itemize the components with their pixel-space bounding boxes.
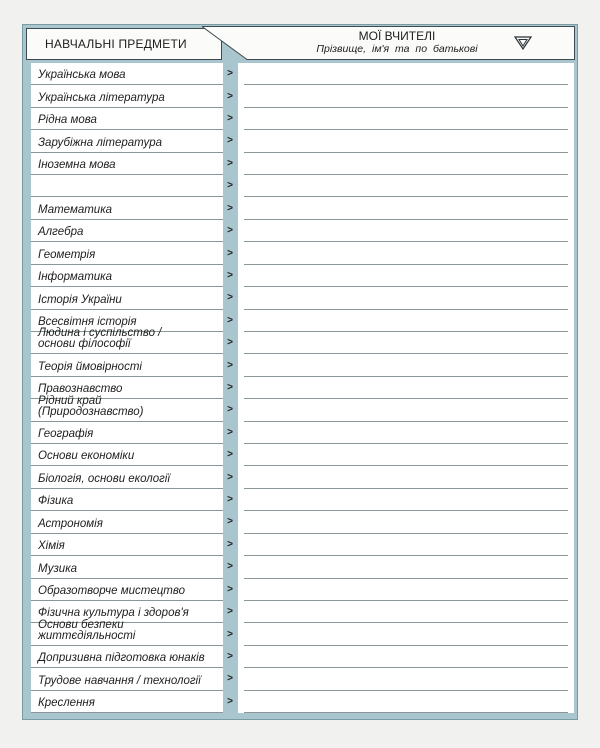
subject-label: [38, 496, 73, 507]
subject-label-line: основи філософії: [38, 338, 131, 351]
subject-row: [31, 489, 223, 511]
teacher-name-line[interactable]: [244, 398, 568, 399]
subject-label: [38, 250, 95, 261]
subject-label: [38, 698, 95, 709]
subject-row: [31, 668, 223, 690]
subject-row: [31, 153, 223, 175]
subject-row: [31, 197, 223, 219]
chevron-right-icon: >: [227, 382, 233, 393]
chevron-right-icon: >: [227, 606, 233, 618]
teachers-header-text: [262, 29, 532, 56]
subject-row: [31, 175, 223, 197]
chevron-right-icon: >: [227, 225, 233, 237]
teachers-header-subtitle: Прізвище, ім'я та по батькові: [316, 43, 478, 55]
subject-label-line: Історія України: [38, 293, 122, 306]
teacher-name-line[interactable]: [244, 219, 568, 220]
chevron-right-icon: >: [227, 471, 233, 483]
subject-label-line: Рідний край: [38, 394, 102, 407]
subject-label: [38, 272, 112, 283]
teachers-column: [238, 63, 574, 713]
subject-label: [38, 227, 83, 238]
teacher-name-line[interactable]: [244, 465, 568, 466]
subject-label: [38, 451, 134, 462]
subject-label-line: Зарубіжна література: [38, 136, 163, 149]
teacher-name-line[interactable]: [244, 488, 568, 489]
subject-label-line: Креслення: [38, 696, 95, 709]
subject-label: [38, 295, 122, 306]
chevron-right-icon: >: [227, 90, 233, 102]
subject-label-line: Образотворче мистецтво: [38, 584, 186, 597]
teacher-name-line[interactable]: [244, 129, 568, 130]
chevron-right-icon: >: [227, 135, 233, 147]
subject-label-line: Рідна мова: [38, 114, 97, 127]
subject-row: [31, 220, 223, 242]
teacher-name-line[interactable]: [244, 331, 568, 332]
chevron-right-icon: >: [227, 202, 233, 214]
subject-label: [38, 93, 165, 104]
subject-row: [31, 242, 223, 264]
subject-label-line: Біологія, основи екології: [38, 472, 170, 485]
teacher-name-line[interactable]: [244, 600, 568, 601]
subject-label: [38, 396, 144, 418]
teacher-name-line[interactable]: [244, 174, 568, 175]
chevron-right-icon: >: [227, 337, 233, 349]
subject-row: [31, 511, 223, 533]
subject-row: [31, 579, 223, 601]
subject-label: [38, 519, 103, 530]
subject-label-line: Правознавство: [38, 383, 123, 396]
subject-row: [31, 534, 223, 556]
teacher-name-line[interactable]: [244, 241, 568, 242]
subject-label: [38, 384, 122, 395]
subject-label-line: Математика: [38, 203, 113, 216]
subject-label: [38, 653, 205, 664]
subject-label-line: Астрономія: [38, 517, 103, 530]
teacher-name-line[interactable]: [244, 353, 568, 354]
subject-label: [38, 362, 142, 373]
teacher-name-line[interactable]: [244, 555, 568, 556]
subject-row: [31, 394, 223, 421]
subject-row: [31, 108, 223, 130]
teacher-name-line[interactable]: [244, 421, 568, 422]
chevron-right-icon: >: [227, 538, 233, 550]
subject-row: [31, 691, 223, 713]
subject-row: [31, 646, 223, 668]
teachers-header-title: МОЇ ВЧИТЕЛІ: [358, 29, 436, 43]
teacher-name-line[interactable]: [244, 510, 568, 511]
subject-label-line: Основи безпеки життєдіяльності: [38, 618, 136, 642]
chevron-right-icon: >: [227, 314, 233, 326]
subject-label: [38, 474, 170, 485]
subject-row: [31, 556, 223, 578]
chevron-right-icon: >: [227, 650, 233, 662]
chevron-right-icon: >: [227, 583, 233, 595]
chevron-right-icon: >: [227, 113, 233, 125]
subjects-column: [31, 63, 223, 713]
subject-row: [31, 63, 223, 85]
subject-label: [38, 160, 116, 171]
teacher-name-line[interactable]: [244, 264, 568, 265]
teacher-name-line[interactable]: [244, 443, 568, 444]
subject-row: [31, 466, 223, 488]
subject-label-line: Хімія: [38, 540, 65, 553]
subject-label-line: Теорія ймовірності: [38, 360, 142, 373]
teacher-name-line[interactable]: [244, 622, 568, 623]
chevron-right-icon: >: [227, 426, 233, 438]
subject-label-line: Алгебра: [38, 226, 84, 239]
subject-label-line: Географія: [38, 428, 94, 441]
subject-label-line: Всесвітня історія: [38, 315, 137, 328]
subject-label-line: Трудове навчання / технології: [38, 674, 201, 687]
subject-label-line: Музика: [38, 562, 78, 575]
subject-label-line: Допризивна підготовка юнаків: [38, 652, 205, 665]
subject-row: [31, 327, 223, 354]
subject-label: [38, 205, 112, 216]
teacher-name-line[interactable]: [244, 578, 568, 579]
subject-label: [38, 70, 126, 81]
teacher-name-line[interactable]: [244, 667, 568, 668]
subject-label-line: Українська мова: [38, 69, 126, 82]
subject-row: [31, 287, 223, 309]
teacher-name-line[interactable]: [244, 645, 568, 646]
subject-label: [38, 564, 77, 575]
subjects-header: [26, 28, 222, 60]
teacher-name-line[interactable]: [244, 196, 568, 197]
teacher-name-line[interactable]: [244, 152, 568, 153]
subject-label-line: Людина і суспільство /: [38, 327, 162, 340]
subject-label: [38, 115, 97, 126]
subject-label: [38, 608, 189, 619]
subject-row: [31, 265, 223, 287]
subjects-header-title: НАВЧАЛЬНІ ПРЕДМЕТИ: [45, 37, 187, 51]
teacher-name-line[interactable]: [244, 690, 568, 691]
subject-label-line: Інформатика: [38, 271, 113, 284]
chevron-right-icon: >: [227, 695, 233, 707]
teacher-name-line[interactable]: [244, 107, 568, 108]
chevron-right-icon: >: [227, 292, 233, 304]
chevron-right-icon: >: [227, 247, 233, 259]
chevron-right-icon: >: [227, 628, 233, 640]
subject-row: [31, 130, 223, 152]
teacher-name-line[interactable]: [244, 533, 568, 534]
triangle-down-icon: [514, 36, 532, 50]
chevron-right-icon: >: [227, 269, 233, 281]
subject-label-line: Основи економіки: [38, 450, 135, 463]
subject-label: [38, 328, 161, 350]
subject-row: [31, 354, 223, 376]
subject-label-line: Фізика: [38, 495, 74, 508]
chevron-right-icon: >: [227, 180, 233, 192]
subject-label-line: Українська література: [38, 91, 165, 104]
subject-label-line: Іноземна мова: [38, 159, 116, 172]
chevron-right-icon: >: [227, 68, 233, 80]
teacher-name-line[interactable]: [244, 286, 568, 287]
subject-label-line: Фізична культура і здоров'я: [38, 607, 189, 620]
chevron-right-icon: >: [227, 494, 233, 506]
chevron-right-icon: >: [227, 449, 233, 461]
teacher-name-line[interactable]: [244, 376, 568, 377]
subject-label: [38, 620, 219, 642]
subject-row: [31, 422, 223, 444]
subject-label: [38, 317, 137, 328]
subject-label: [38, 676, 201, 687]
subject-label: [38, 429, 93, 440]
subject-label: [38, 138, 162, 149]
teacher-name-line[interactable]: [244, 309, 568, 310]
arrow-column: [224, 63, 236, 713]
chevron-right-icon: >: [227, 359, 233, 371]
subject-row: [31, 618, 223, 645]
subject-row: [31, 85, 223, 107]
chevron-right-icon: >: [227, 673, 233, 685]
teacher-name-line[interactable]: [244, 712, 568, 713]
subject-label: [38, 541, 65, 552]
subject-label: [38, 586, 185, 597]
teacher-name-line[interactable]: [244, 84, 568, 85]
subject-label-line: Геометрія: [38, 248, 96, 261]
chevron-right-icon: >: [227, 516, 233, 528]
subject-label-line: (Природознавство): [38, 405, 144, 418]
chevron-right-icon: >: [227, 404, 233, 416]
chevron-right-icon: >: [227, 157, 233, 169]
chevron-right-icon: >: [227, 561, 233, 573]
subject-row: [31, 444, 223, 466]
